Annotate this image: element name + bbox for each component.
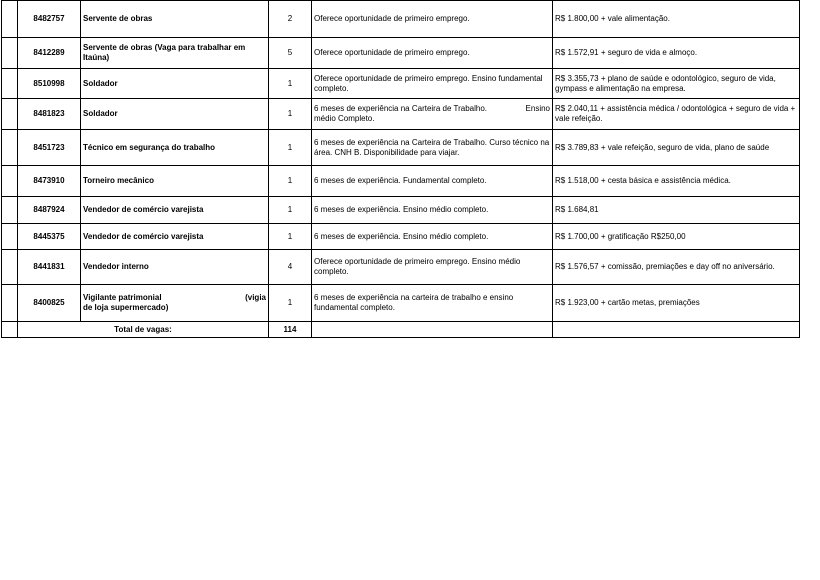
occupation: Torneiro mecânico xyxy=(81,166,269,197)
table-row xyxy=(2,197,800,224)
occupation: Técnico em segurança do trabalho xyxy=(81,130,269,166)
vacancy-count: 1 xyxy=(269,130,312,166)
occupation xyxy=(81,285,269,322)
vacancy-count: 1 xyxy=(269,197,312,224)
vacancy-count: 1 xyxy=(269,224,312,250)
occupation: Servente de obras xyxy=(81,1,269,38)
salary-benefits: R$ 1.923,00 + cartão metas, premiações xyxy=(553,285,800,322)
occupation: Vendedor de comércio varejista xyxy=(81,224,269,250)
row-margin-cell xyxy=(2,166,18,197)
vacancy-count: 1 xyxy=(269,285,312,322)
table-row xyxy=(2,130,800,166)
row-margin-cell xyxy=(2,250,18,285)
vacancy-count: 4 xyxy=(269,250,312,285)
salary-benefits: R$ 1.518,00 + cesta básica e assistência médica. xyxy=(553,166,800,197)
empty-cell xyxy=(553,322,800,338)
salary-benefits: R$ 2.040,11 + assistência médica / odontológica + seguro de vida + vale refeição. xyxy=(553,99,800,130)
empty-cell xyxy=(312,322,553,338)
vacancy-code: 8445375 xyxy=(18,224,81,250)
row-margin-cell xyxy=(2,322,18,338)
total-value: 114 xyxy=(269,322,312,338)
salary-benefits: R$ 1.572,91 + seguro de vida e almoço. xyxy=(553,38,800,69)
salary-benefits: R$ 3.789,83 + vale refeição, seguro de vida, plano de saúde xyxy=(553,130,800,166)
vacancy-code: 8451723 xyxy=(18,130,81,166)
salary-benefits: R$ 1.684,81 xyxy=(553,197,800,224)
row-margin-cell xyxy=(2,224,18,250)
vacancy-code: 8400825 xyxy=(18,285,81,322)
row-margin-cell xyxy=(2,69,18,99)
occupation: Servente de obras (Vaga para trabalhar em Itaúna) xyxy=(81,38,269,69)
table-row xyxy=(2,38,800,69)
table-row xyxy=(2,166,800,197)
vacancy-code: 8441831 xyxy=(18,250,81,285)
vacancy-code: 8481823 xyxy=(18,99,81,130)
requirements xyxy=(312,99,553,130)
row-margin-cell xyxy=(2,99,18,130)
occupation-text: (vigia xyxy=(245,293,266,302)
requirements: 6 meses de experiência. Ensino médio completo. xyxy=(312,224,553,250)
requirements: 6 meses de experiência na carteira de trabalho e ensino fundamental completo. xyxy=(312,285,553,322)
table-row xyxy=(2,285,800,322)
requirements: 6 meses de experiência. Fundamental completo. xyxy=(312,166,553,197)
occupation: Soldador xyxy=(81,99,269,130)
vacancy-code: 8510998 xyxy=(18,69,81,99)
occupation: Soldador xyxy=(81,69,269,99)
vacancy-code: 8482757 xyxy=(18,1,81,38)
salary-benefits: R$ 1.700,00 + gratificação R$250,00 xyxy=(553,224,800,250)
occupation: Vendedor interno xyxy=(81,250,269,285)
total-label: Total de vagas: xyxy=(18,322,269,338)
salary-benefits: R$ 3.355,73 + plano de saúde e odontológico, seguro de vida, gympass e alimentação na empresa. xyxy=(553,69,800,99)
job-vacancies-table xyxy=(1,0,800,338)
requirements: 6 meses de experiência. Ensino médio completo. xyxy=(312,197,553,224)
table-row xyxy=(2,224,800,250)
vacancy-count: 2 xyxy=(269,1,312,38)
table-row xyxy=(2,1,800,38)
vacancy-code: 8487924 xyxy=(18,197,81,224)
requirements-text: médio Completo. xyxy=(314,114,375,123)
vacancy-code: 8473910 xyxy=(18,166,81,197)
vacancy-count: 1 xyxy=(269,166,312,197)
salary-benefits: R$ 1.576,57 + comissão, premiações e day off no aniversário. xyxy=(553,250,800,285)
requirements: Oferece oportunidade de primeiro emprego. Ensino fundamental completo. xyxy=(312,69,553,99)
occupation: Vendedor de comércio varejista xyxy=(81,197,269,224)
total-row xyxy=(2,322,800,338)
row-margin-cell xyxy=(2,1,18,38)
row-margin-cell xyxy=(2,130,18,166)
requirements-text: Ensino xyxy=(525,104,550,113)
vacancy-code: 8412289 xyxy=(18,38,81,69)
table-row xyxy=(2,250,800,285)
row-margin-cell xyxy=(2,197,18,224)
requirements: Oferece oportunidade de primeiro emprego. xyxy=(312,1,553,38)
row-margin-cell xyxy=(2,285,18,322)
requirements: 6 meses de experiência na Carteira de Trabalho. Curso técnico na área. CNH B. Disponibilidade para viajar. xyxy=(312,130,553,166)
vacancy-count: 5 xyxy=(269,38,312,69)
vacancy-count: 1 xyxy=(269,69,312,99)
table-row xyxy=(2,99,800,130)
occupation-line xyxy=(83,293,266,303)
salary-benefits: R$ 1.800,00 + vale alimentação. xyxy=(553,1,800,38)
requirements-text: 6 meses de experiência na Carteira de Trabalho. xyxy=(314,104,487,113)
table-row xyxy=(2,69,800,99)
row-margin-cell xyxy=(2,38,18,69)
requirements: Oferece oportunidade de primeiro emprego. xyxy=(312,38,553,69)
occupation-text: Vigilante patrimonial xyxy=(83,293,162,302)
requirements-line xyxy=(314,104,550,114)
vacancy-count: 1 xyxy=(269,99,312,130)
occupation-text: de loja supermercado) xyxy=(83,303,169,312)
requirements: Oferece oportunidade de primeiro emprego. Ensino médio completo. xyxy=(312,250,553,285)
